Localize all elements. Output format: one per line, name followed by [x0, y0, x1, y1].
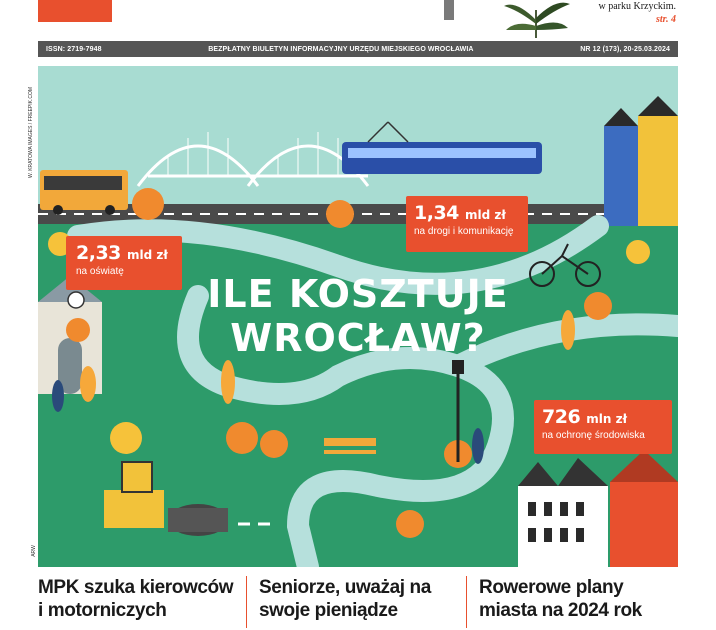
ad-marker: ARW — [30, 545, 37, 557]
teaser-text: w parku Krzyckim. — [598, 1, 676, 12]
issn-label: ISSN: 2719-7948 — [46, 45, 102, 53]
issue-label: NR 12 (173), 20-25.03.2024 — [580, 45, 670, 53]
callout-purpose: na ochronę środowiska — [542, 430, 645, 441]
callout-purpose: na oświatę — [76, 266, 124, 277]
callout-purpose: na drogi i komunikację — [414, 226, 514, 237]
headline-line-2: WROCŁAW? — [230, 316, 486, 360]
callout-environment — [534, 400, 672, 454]
story-title-line: miasta na 2024 rok — [479, 600, 642, 621]
story-title-line: Rowerowe plany — [479, 577, 624, 598]
story-title-line: swoje pieniądze — [259, 600, 398, 621]
plant-image — [486, 0, 586, 38]
story-bicycle-plans[interactable] — [466, 576, 678, 628]
callout-transport — [406, 196, 528, 252]
headline-line-1: ILE KOSZTUJE — [207, 272, 509, 316]
story-seniors[interactable] — [246, 576, 466, 628]
callout-amount: 1,34 mld zł — [414, 202, 506, 224]
story-title-line: Seniorze, uważaj na — [259, 577, 431, 598]
cover-illustration — [38, 66, 678, 567]
callout-amount: 726 mln zł — [542, 406, 628, 428]
previous-page-graphic — [444, 0, 454, 20]
callout-amount: 2,33 mld zł — [76, 242, 168, 264]
previous-page-teaser — [599, 0, 676, 26]
callout-education — [66, 236, 182, 290]
story-title-line: MPK szuka kierowców — [38, 577, 234, 598]
masthead-strip — [38, 41, 678, 57]
publication-title: BEZPŁATNY BIULETYN INFORMACYJNY URZĘDU MIEJSKIEGO WROCŁAWIA — [208, 45, 474, 53]
image-credit: W. KRATOWA IMAGES / FREEPIK.COM — [28, 86, 34, 178]
teaser-page-ref: str. 4 — [655, 14, 676, 25]
story-mpk[interactable] — [38, 576, 246, 628]
previous-page-orange-block — [38, 0, 112, 22]
story-title-line: i motorniczych — [38, 600, 167, 621]
story-teasers — [38, 576, 678, 628]
